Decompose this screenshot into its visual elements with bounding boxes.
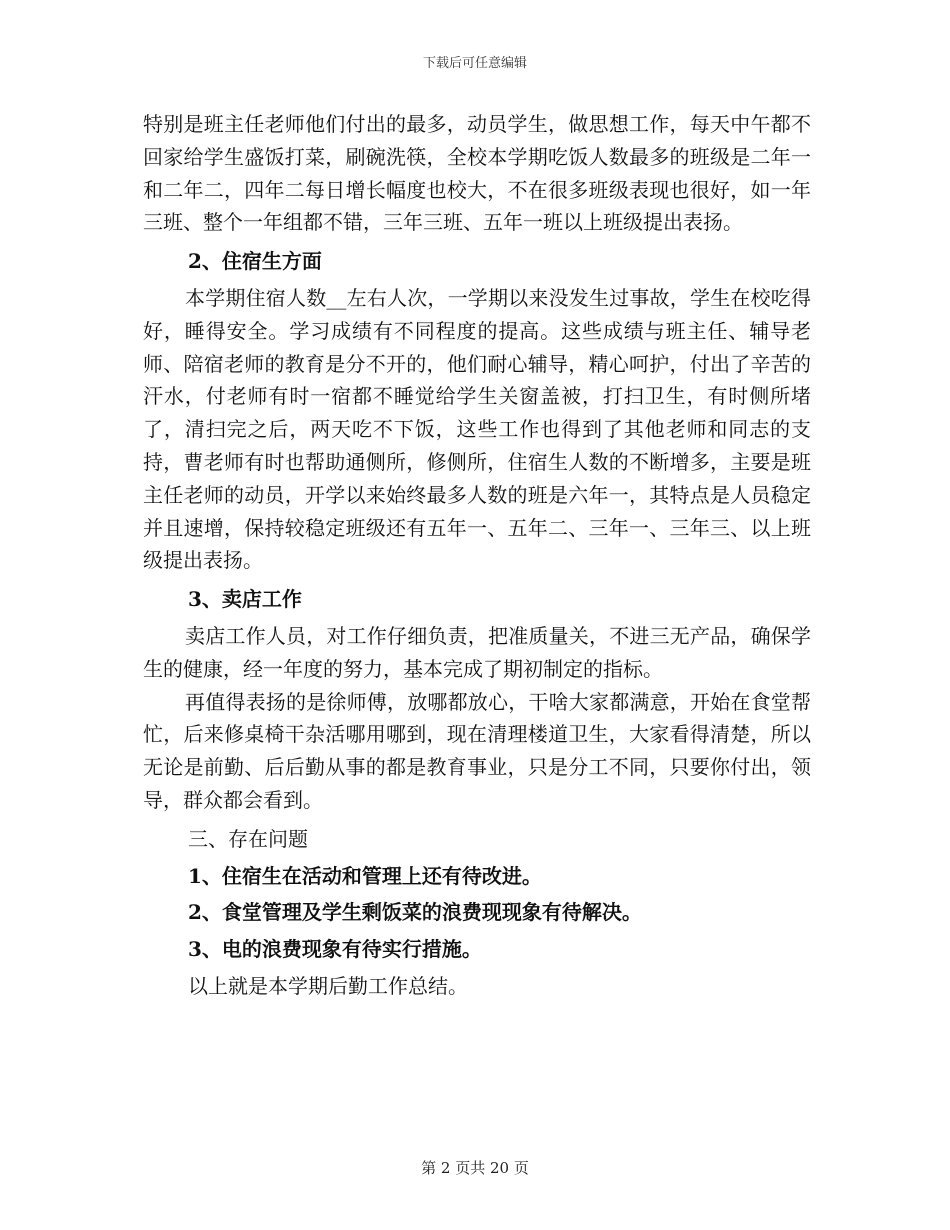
document-body (143, 108, 811, 1005)
paragraph-praise-xu: 再值得表扬的是徐师傅，放哪都放心，干啥大家都满意，开始在食堂帮忙，后来修桌椅干杂活哪用哪到，现在清理楼道卫生，大家看得清楚，所以无论是前勤、后后勤从事的都是教育事业，只是分工不同，只要你付出，领导，群众都会看到。 (143, 689, 811, 812)
issue-item: 1、住宿生在活动和管理上还有待改进。 (188, 863, 542, 888)
paragraph-dormitory: 本学期住宿人数__左右人次，一学期以来没发生过事故，学生在校吃得好，睡得安全。学习成绩有不同程度的提高。这些成绩与班主任、辅导老师、陪宿老师的教育是分不开的，他们耐心辅导，精心呵护，付出了辛苦的汗水，付老师有时一宿都不睡觉给学生关窗盖被，打扫卫生，有时侧所堵了，清扫完之后，两天吃不下饭，这些工作也得到了其他老师和同志的支持，曹老师有时也帮助通侧所，修侧所，住宿生人数的不断增多，主要是班主任老师的动员，开学以来始终最多人数的班是六年一，其特点是人员稳定并且速增，保持较稳定班级还有五年一、五年二、三年一、三年三、以上班级提出表扬。 (143, 285, 811, 573)
page-header: 下载后可任意编辑 (422, 56, 527, 71)
heading-problems: 三、存在问题 (188, 826, 308, 851)
paragraph-shop: 卖店工作人员，对工作仔细负责，把准质量关，不进三无产品，确保学生的健康，经一年度的努力，基本完成了期初制定的指标。 (143, 623, 811, 681)
closing-sentence: 以上就是本学期后勤工作总结。 (188, 973, 468, 998)
issue-item: 2、食堂管理及学生剩饭菜的浪费现现象有待解决。 (188, 900, 642, 925)
issue-item: 3、电的浪费现象有待实行措施。 (188, 937, 482, 962)
paragraph-canteen-praise: 特别是班主任老师他们付出的最多，动员学生，做思想工作，每天中午都不回家给学生盛饭打菜，刷碗洗筷，全校本学期吃饭人数最多的班级是二年一和二年二，四年二每日增长幅度也校大，不在很多班级表现也很好，如一年三班、整个一年组都不错，三年三班、五年一班以上班级提出表扬。 (143, 112, 811, 235)
heading-dormitory: 2、住宿生方面 (188, 249, 322, 274)
page-number: 第 2 页共 20 页 (421, 1159, 529, 1177)
heading-shop: 3、卖店工作 (188, 587, 302, 612)
